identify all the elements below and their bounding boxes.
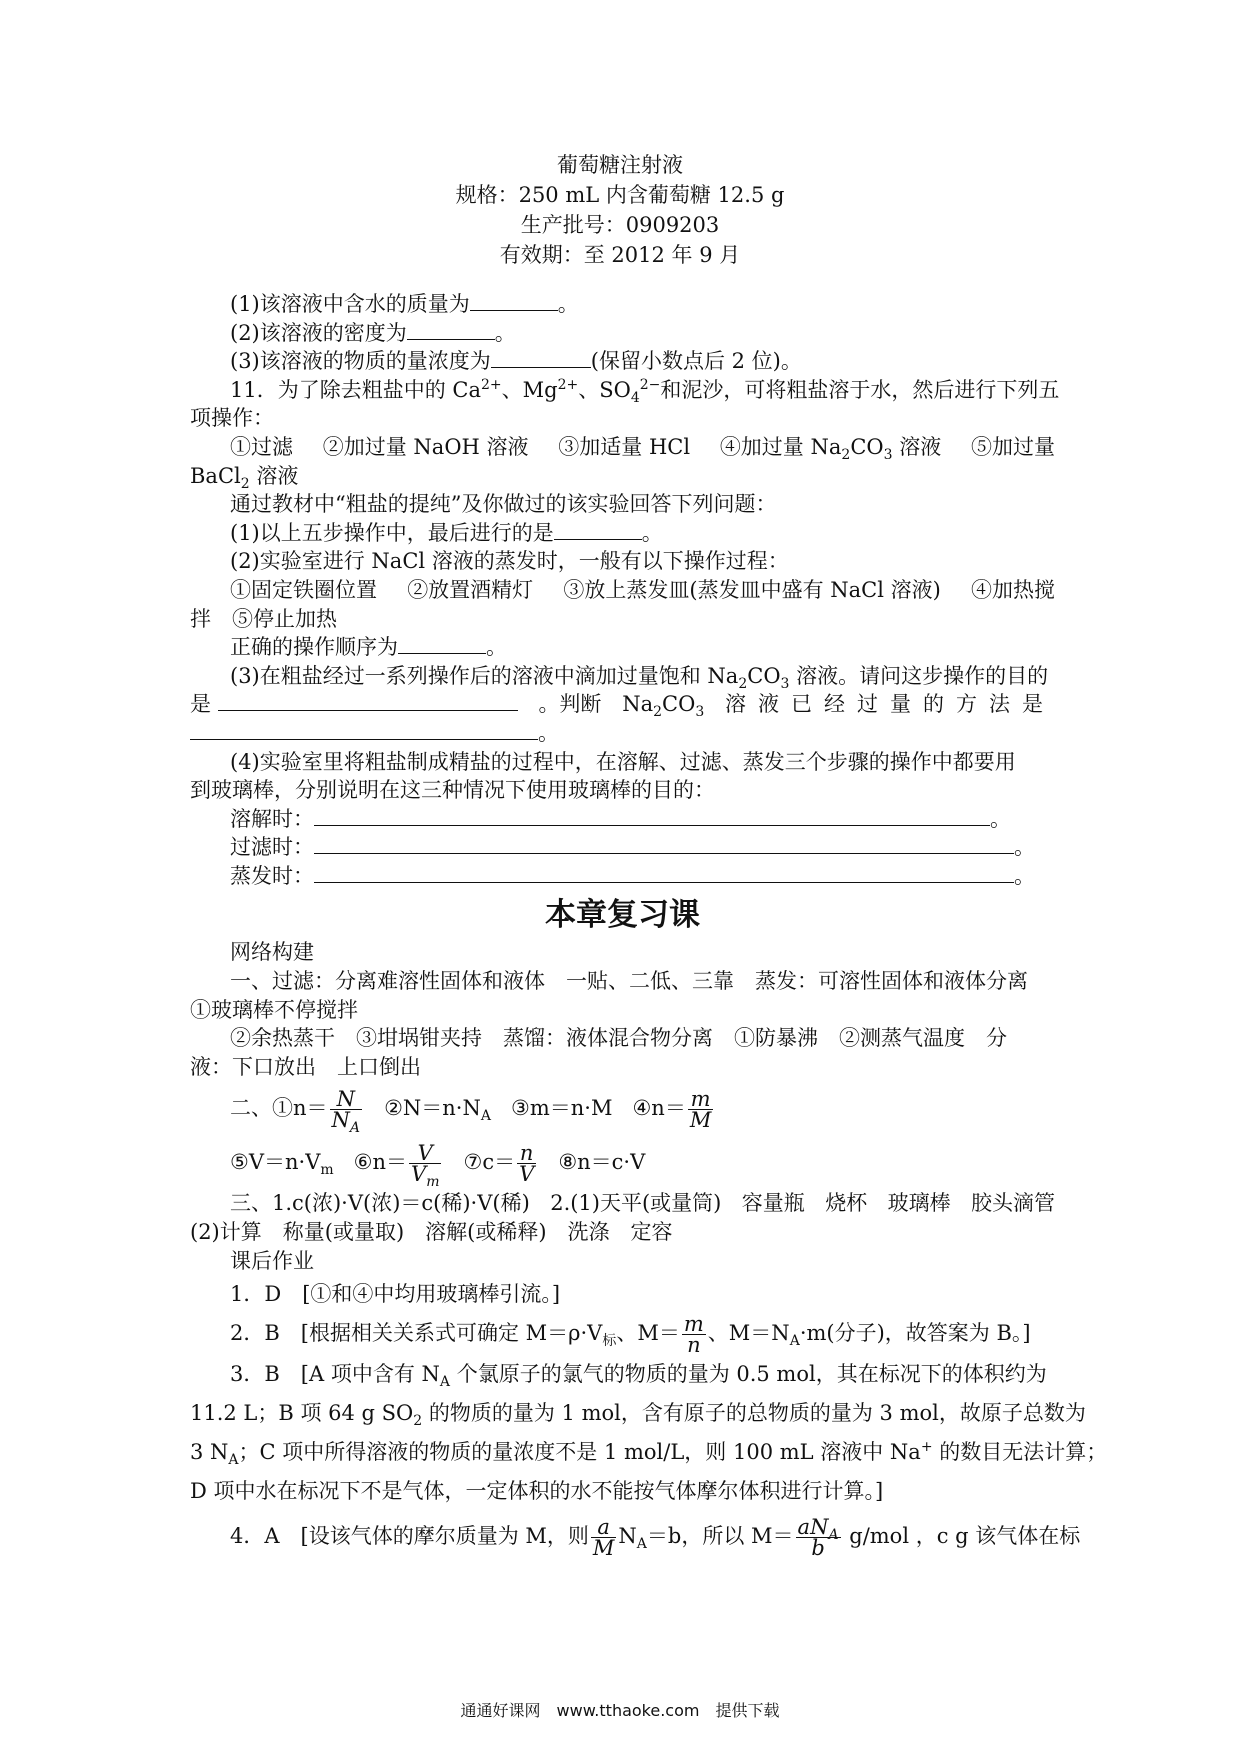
section-one-line1: 一、过滤：分离难溶性固体和液体 一贴、二低、三靠 蒸发：可溶性固体和液体分离 [230, 969, 1028, 994]
q11-sub2-order: 正确的操作顺序为 。 [230, 635, 507, 660]
section-three-line1: 三、1.c(浓)·V(浓)＝c(稀)·V(稀) 2.(1)天平(或量筒) 容量瓶 烧杯 玻璃棒 胶头滴管 [230, 1191, 1055, 1216]
answer-blank [491, 349, 591, 368]
answer-3-line3: 3 $N_A$；C 项中所得溶液的物质的量浓度不是 1 mol/L，则 100 mL 溶液中 Na+ 的数目无法计算； [190, 1439, 1108, 1469]
q11-evaporate: 蒸发时： 。 [230, 863, 1035, 888]
fraction: $\frac{V}{V_m}$ [411, 1141, 440, 1191]
q11-intro: 11．为了除去粗盐中的 $Ca^{2+}$、$Mg^{2+}$、$SO_4^{2-}$和泥沙，可将粗盐溶于水，然后进行下列五 [230, 376, 1060, 406]
q11-intro-line2: 项操作： [190, 406, 274, 431]
answer-blank [554, 521, 642, 540]
q11-filter: 过滤时： 。 [230, 835, 1035, 860]
section-one-line2: ①玻璃棒不停搅拌 [190, 997, 358, 1022]
chapter-review-heading: 本章复习课 [545, 897, 700, 934]
q11-operations: ①过滤 ②加过量 NaOH 溶液 ③加适量 HCl ④加过量 $Na_2CO_3$ 溶液 ⑤加过量 [230, 434, 1055, 464]
answer-blank [470, 292, 558, 311]
injection-label [0, 150, 1240, 270]
main-content [190, 290, 1108, 1561]
fraction: $\frac{n}{V}$ [519, 1141, 535, 1187]
q11-sub4: (4)实验室里将粗盐制成精盐的过程中，在溶解、过滤、蒸发三个步骤的操作中都要用 [230, 749, 1016, 774]
q11-dissolve: 溶解时： 。 [230, 806, 1011, 831]
fraction: $\frac{m}{n}$ [683, 1312, 704, 1358]
network-heading: 网络构建 [230, 940, 314, 965]
q11-sub1: (1)以上五步操作中，最后进行的是 。 [230, 520, 663, 545]
q11-sub3-line2: 是 。判断 $Na_2CO_3$ 溶液已经过量的方法是 [190, 692, 1055, 721]
answer-3-line4: D 项中水在标况下不是气体，一定体积的水不能按气体摩尔体积进行计算。] [190, 1479, 884, 1504]
section-one-line4: 液：下口放出 上口倒出 [190, 1054, 421, 1079]
fraction: $\frac{aN_A}{b}$ [797, 1515, 839, 1561]
answer-blank [314, 807, 990, 826]
answer-3-line1: 3．B [A 项中含有 $N_A$ 个氯原子的氯气的物质的量为 0.5 mol，其在标况下的体积约为 [230, 1362, 1047, 1391]
label-title: 葡萄糖注射液 [557, 153, 683, 177]
section-two-row2: $⑤V=n\cdot V_m$ ⑥n＝ $\frac{V}{V_m}$ ⑦c＝ $\frac{n}{V}$ ⑧n＝c·V [230, 1141, 646, 1191]
q11-sub3-line3: 。 [190, 719, 1055, 748]
fraction: $\frac{N}{N_A}$ [331, 1087, 361, 1137]
label-batch: 生产批号：0909203 [520, 213, 720, 237]
q11-sub2-ops: ①固定铁圈位置 ②放置酒精灯 ③放上蒸发皿(蒸发皿中盛有 NaCl 溶液) ④加热搅 [230, 577, 1055, 602]
answer-blank [218, 692, 518, 711]
answer-2: 2．B [根据相关关系式可确定 $M=\rho\cdot V_标$、M＝ $\frac{m}{n}$ 、$M=N_A\cdot m$(分子)，故答案为 B。] [230, 1312, 1031, 1358]
label-expiry: 有效期：至 2012 年 9 月 [499, 243, 741, 267]
q11-through: 通过教材中“粗盐的提纯”及你做过的该实验回答下列问题： [230, 492, 777, 517]
q11-sub2: (2)实验室进行 NaCl 溶液的蒸发时，一般有以下操作过程： [230, 549, 789, 574]
answer-1: 1．D [①和④中均用玻璃棒引流。] [230, 1282, 561, 1307]
q10-part2: (2)该溶液的密度为 。 [230, 320, 516, 345]
q10-part3: (3)该溶液的物质的量浓度为 (保留小数点后 2 位)。 [230, 349, 802, 374]
answer-blank [398, 635, 486, 654]
section-two-row1: 二、①n＝ $\frac{N}{N_A}$ $②N=n\cdot N_A$ ③m＝n·M ④n＝ $\frac{m}{M}$ [230, 1087, 712, 1137]
fraction: $\frac{a}{M}$ [592, 1515, 615, 1561]
answer-blank [407, 321, 495, 340]
answer-3-line2: 11.2 L；B 项 64 g $SO_2$ 的物质的量为 1 mol，含有原子的总物质的量为 3 mol，故原子总数为 [190, 1401, 1086, 1430]
answer-blank [314, 864, 1014, 883]
section-one-line3: ②余热蒸干 ③坩埚钳夹持 蒸馏：液体混合物分离 ①防暴沸 ②测蒸气温度 分 [230, 1026, 1007, 1051]
section-three-line2: (2)计算 称量(或量取) 溶解(或稀释) 洗涤 定容 [190, 1220, 673, 1245]
q11-sub3: (3)在粗盐经过一系列操作后的溶液中滴加过量饱和 $Na_2CO_3$ 溶液。请问这步操作的目的 [230, 663, 1049, 692]
answer-blank [314, 835, 1014, 854]
q11-sub4-line2: 到玻璃棒，分别说明在这三种情况下使用玻璃棒的目的： [190, 778, 715, 803]
answer-4: 4．A [设该气体的摩尔质量为 M，则 $\frac{a}{M}$ $N_A=b$，所以 M＝ $\frac{aN_A}{b}$ g/mol ，c g 该气体在标 [230, 1515, 1081, 1561]
answer-blank [190, 721, 538, 740]
label-spec: 规格：250 mL 内含葡萄糖 12.5 g [455, 183, 785, 207]
footer-source: 通通好课网 www.tthaoke.com 提供下载 [460, 1701, 780, 1720]
q11-operations-line2: BaCl$_2$ 溶液 [190, 463, 299, 492]
homework-heading: 课后作业 [230, 1248, 314, 1273]
fraction: $\frac{m}{M}$ [689, 1087, 712, 1133]
q10-part1: (1)该溶液中含水的质量为 。 [230, 292, 579, 316]
q11-sub2-ops-line2: 拌 ⑤停止加热 [190, 606, 337, 631]
